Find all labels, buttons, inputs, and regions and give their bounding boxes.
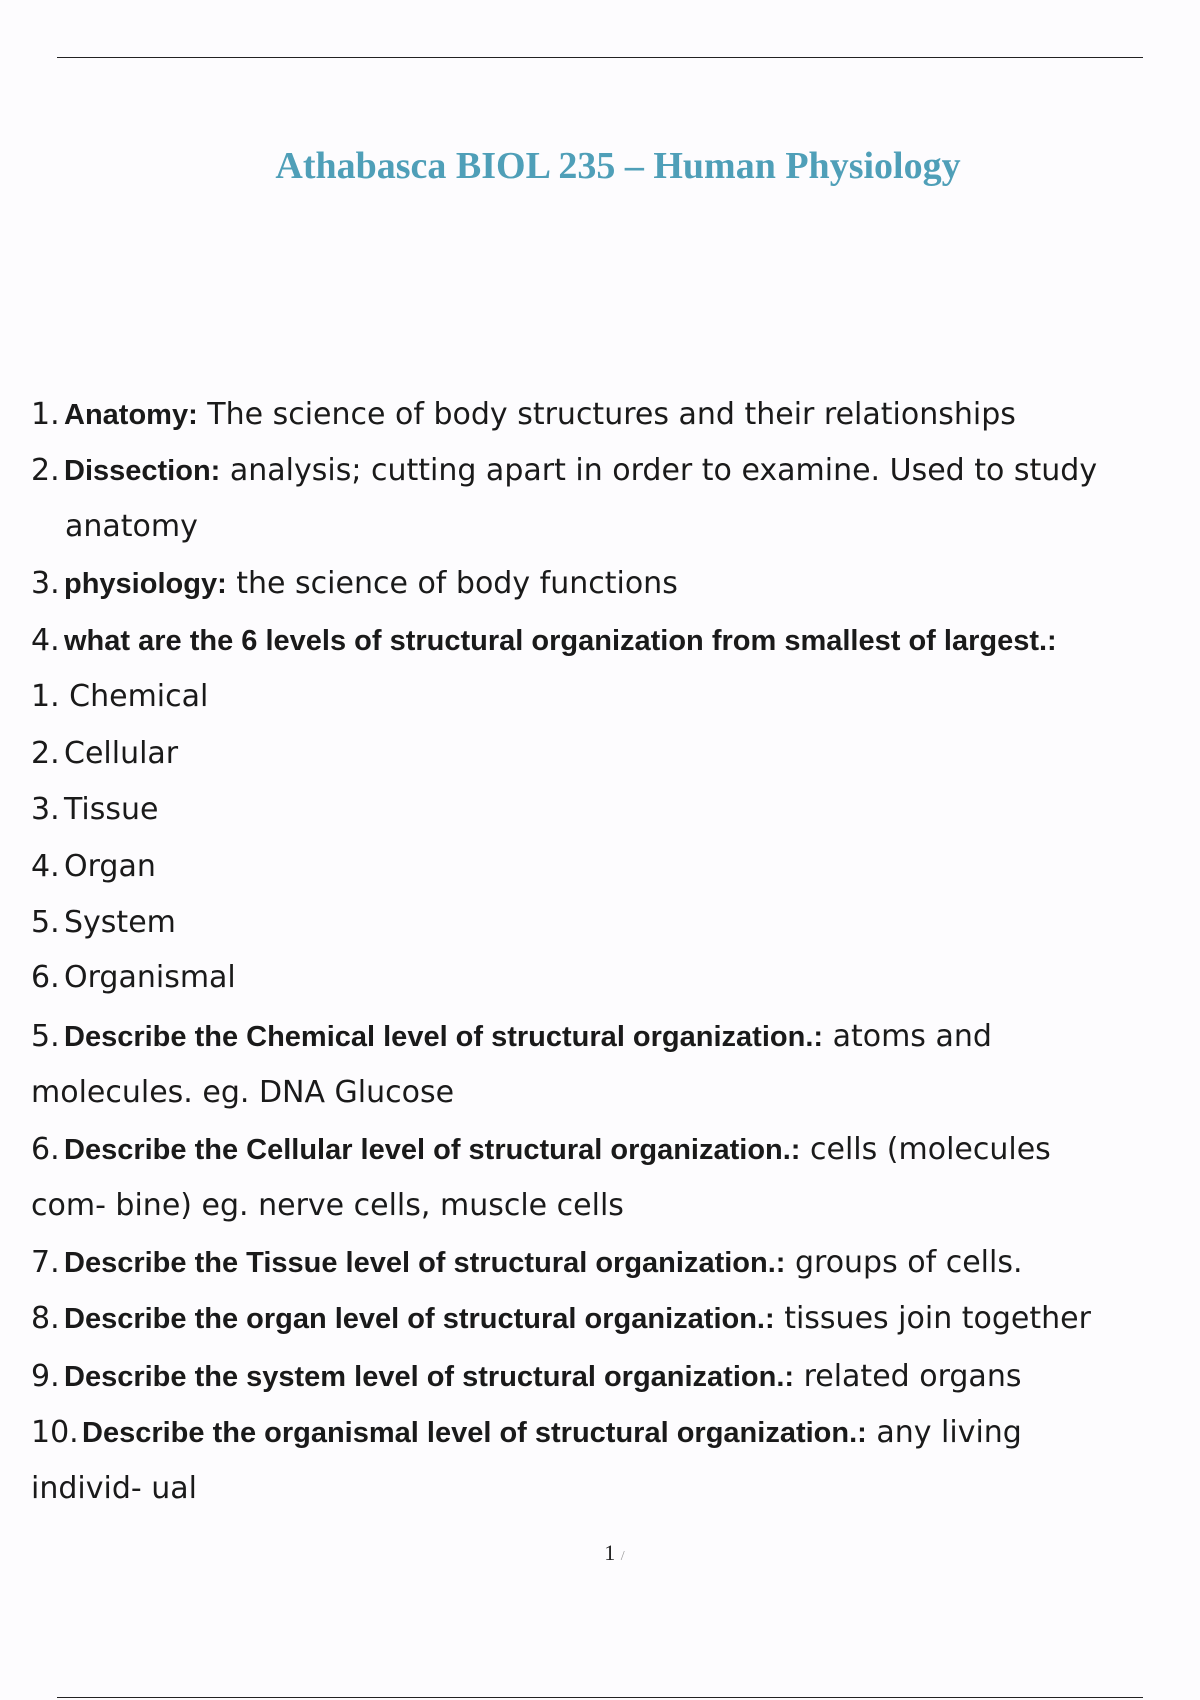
item-number: 9. [31,1359,60,1394]
level-item [31,958,236,998]
level-label: System [64,905,176,940]
item-term: physiology: [64,568,227,600]
level-label: Chemical [59,679,209,714]
item-term: Describe the Cellular level of structural organization.: [64,1134,801,1166]
item-number: 8. [31,1301,60,1336]
list-item [31,1413,1022,1453]
item-term: Describe the organismal level of structural organization.: [82,1417,867,1449]
item-definition: groups of cells. [785,1245,1023,1280]
item-definition: analysis; cutting apart in order to examine. Used to study [220,453,1098,488]
page-number-value: 1 [604,1540,616,1565]
level-number: 3. [31,792,60,827]
item-number: 2. [31,453,60,488]
level-number: 1. [31,679,60,714]
level-label: Organ [64,849,156,884]
document-title: Athabasca BIOL 235 – Human Physiology [275,145,961,187]
page-number [0,1540,1200,1566]
item-term: Describe the Tissue level of structural organization.: [64,1247,786,1279]
item-definition: atoms and [823,1019,992,1054]
level-label: Tissue [64,792,159,827]
item-number: 1. [31,397,60,432]
item-term: Describe the Chemical level of structural organization.: [64,1021,824,1053]
item-term: Anatomy: [64,399,198,431]
level-number: 4. [31,849,60,884]
item-definition: any living [866,1415,1022,1450]
item-term: what are the 6 levels of structural organization from smallest of largest.: [64,625,1057,657]
list-item-continuation: com- bine) eg. nerve cells, muscle cells [31,1188,624,1223]
item-definition: related organs [794,1359,1022,1394]
level-item [31,790,158,830]
item-term: Dissection: [64,455,221,487]
list-item [31,1299,1091,1339]
item-definition: The science of body structures and their relationships [197,397,1016,432]
item-term: Describe the organ level of structural organization.: [64,1303,775,1335]
level-item [31,903,176,943]
list-item-continuation: anatomy [65,509,198,544]
list-item [31,1357,1021,1397]
item-number: 5. [31,1019,60,1054]
list-item-continuation: molecules. eg. DNA Glucose [31,1075,455,1110]
list-item [31,395,1016,435]
list-item [31,564,678,604]
level-item [31,734,178,774]
list-item [31,451,1097,491]
level-item [31,847,156,887]
item-number: 3. [31,566,60,601]
list-item [31,1130,1051,1170]
item-definition: cells (molecules [800,1132,1051,1167]
level-item [31,677,208,717]
item-number: 7. [31,1245,60,1280]
item-definition: tissues join together [774,1301,1091,1336]
level-number: 6. [31,960,60,995]
top-rule [57,57,1143,58]
list-item [31,1243,1023,1283]
item-number: 4. [31,623,60,658]
item-number: 6. [31,1132,60,1167]
level-number: 2. [31,736,60,771]
level-label: Cellular [64,736,179,771]
item-term: Describe the system level of structural organization.: [64,1361,795,1393]
list-item [31,1017,992,1057]
page-number-mark: / [620,1549,625,1564]
level-label: Organismal [64,960,236,995]
level-number: 5. [31,905,60,940]
list-item-continuation: individ- ual [31,1471,197,1506]
list-item [31,621,1057,661]
bottom-rule [57,1697,1143,1698]
item-number: 10. [31,1415,79,1450]
item-definition: the science of body functions [226,566,678,601]
